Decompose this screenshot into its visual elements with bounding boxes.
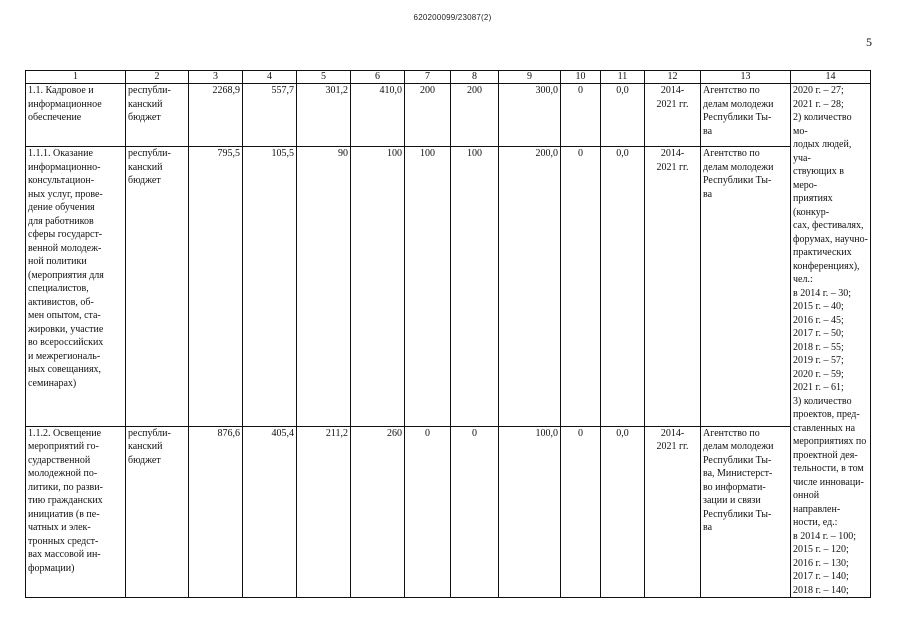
value-cell: 100 [405,147,451,427]
indicators-cell: 2020 г. – 27; 2021 г. – 28; 2) количество мо- лодых людей, уча- ствующих в меро- приятиях (конкур- сах, фестивалях, форумах, научно- практических конференциях), чел.: в 2014 г. – 30; 2015 г. – 40; 2016 г. – 45; 2017 г. – 50; 2018 г. – 55; 2019 г. – 57; 2020 г. – 59; 2021 г. – 61; 3) количество проектов, пред- ставленных на мероприятиях по проектной дея- тельности, в том числе инноваци- онной направлен- ности, ед.: в 2014 г. – 100; 2015 г. – 120; 2016 г. – 130; 2017 г. – 140; 2018 г. – 140; [791,84,871,598]
value-cell: 100 [451,147,499,427]
value-cell: 876,6 [189,426,243,597]
value-cell: 200 [405,84,451,147]
column-header: 9 [499,71,561,84]
column-header: 8 [451,71,499,84]
value-cell: 200 [451,84,499,147]
measure-name-cell: 1.1.2. Освещение мероприятий го- сударственной молодежной по- литики, по разви- тию гражданских инициатив (в пе- чатных и элек- тронных средст- вах массовой ин- формации) [26,426,126,597]
value-cell: 0 [451,426,499,597]
program-table [25,70,871,598]
measure-name-cell: 1.1. Кадровое и информационное обеспечение [26,84,126,147]
funding-source-cell: республи- канский бюджет [126,84,189,147]
value-cell: 405,4 [243,426,297,597]
column-header: 11 [601,71,645,84]
value-cell: 0 [561,147,601,427]
value-cell: 105,5 [243,147,297,427]
executor-cell: Агентство по делам молодежи Республики Ты- ва, Министерст- во информати- зации и связи Республики Ты- ва [701,426,791,597]
value-cell: 0,0 [601,147,645,427]
column-header: 6 [351,71,405,84]
executor-cell: Агентство по делам молодежи Республики Ты- ва [701,147,791,427]
column-header: 4 [243,71,297,84]
column-header: 3 [189,71,243,84]
value-cell: 0,0 [601,426,645,597]
value-cell: 300,0 [499,84,561,147]
column-header: 10 [561,71,601,84]
column-header: 12 [645,71,701,84]
executor-cell: Агентство по делам молодежи Республики Ты- ва [701,84,791,147]
document-code: 620200099/23087(2) [413,13,492,22]
period-cell: 2014- 2021 гг. [645,147,701,427]
column-header: 1 [26,71,126,84]
column-header: 7 [405,71,451,84]
period-cell: 2014- 2021 гг. [645,84,701,147]
value-cell: 100 [351,147,405,427]
table-row [26,426,871,597]
funding-source-cell: республи- канский бюджет [126,426,189,597]
measure-name-cell: 1.1.1. Оказание информационно- консультацион- ных услуг, прове- дение обучения для работников сферы государст- венной молодеж- ной политики (мероприятия для специалистов, активистов, об- мен опытом, ста- жировки, участие во всероссийских и межрегиональ- ных совещаниях, семинарах) [26,147,126,427]
value-cell: 100,0 [499,426,561,597]
value-cell: 211,2 [297,426,351,597]
column-number-row [26,71,871,84]
value-cell: 2268,9 [189,84,243,147]
column-header: 2 [126,71,189,84]
column-header: 14 [791,71,871,84]
value-cell: 200,0 [499,147,561,427]
value-cell: 301,2 [297,84,351,147]
funding-source-cell: республи- канский бюджет [126,147,189,427]
column-header: 13 [701,71,791,84]
table-row [26,147,871,427]
value-cell: 795,5 [189,147,243,427]
column-header: 5 [297,71,351,84]
value-cell: 0,0 [601,84,645,147]
table-row [26,84,871,147]
value-cell: 410,0 [351,84,405,147]
value-cell: 0 [561,426,601,597]
page-number: 5 [866,35,872,49]
value-cell: 557,7 [243,84,297,147]
value-cell: 260 [351,426,405,597]
period-cell: 2014- 2021 гг. [645,426,701,597]
value-cell: 0 [405,426,451,597]
value-cell: 90 [297,147,351,427]
value-cell: 0 [561,84,601,147]
